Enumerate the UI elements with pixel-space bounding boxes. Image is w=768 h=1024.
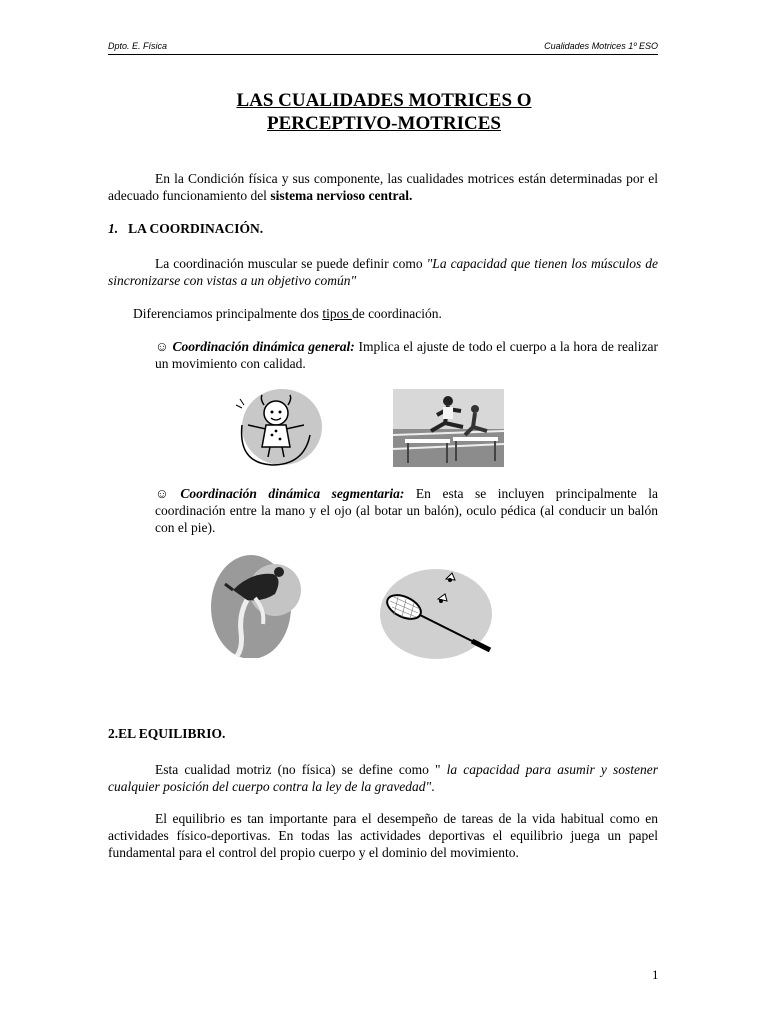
header-left: Dpto. E. Física: [108, 41, 168, 51]
bullet-segmental-coordination: [155, 485, 658, 536]
section1-title: LA COORDINACIÓN.: [128, 221, 264, 236]
leaping-athlete-image: [203, 552, 305, 658]
page-title-line1: LAS CUALIDADES MOTRICES O: [236, 90, 532, 111]
intro-paragraph: [108, 170, 658, 204]
balance-importance: El equilibrio es tan importante para el desempeño de tareas de la vida habitual como en actividades físico-deportivas. En todas las actividades deportivas el equilibrio juega un papel fundamental para el control del propio cuerpo y el dominio del movimiento.: [108, 811, 658, 860]
bullet-general-coordination: [155, 338, 658, 372]
page-title-line2: PERCEPTIVO-MOTRICES: [267, 113, 501, 134]
bullet2-text: En esta se incluyen principalmente la coordinación entre la mano y el ojo (al botar un balón), oculo pédica (al conducir un balón con el pie).: [155, 486, 658, 535]
balance-definition-quote: la capacidad para asumir y sostener cualquier posición del cuerpo contra la ley de la gravedad": [108, 762, 659, 794]
types-underlined: tipos: [322, 306, 352, 321]
coordination-types-intro: [133, 305, 658, 322]
balance-definition-end: .: [431, 779, 435, 794]
section1-number: 1.: [108, 221, 119, 236]
header-right: Cualidades Motrices 1º ESO: [544, 41, 658, 51]
coordination-definition-text: La coordinación muscular se puede definir como: [155, 256, 427, 271]
balance-definition: [108, 761, 658, 795]
coordination-definition: [108, 255, 658, 289]
section1-heading: [108, 221, 263, 237]
intro-bold: sistema nervioso central.: [270, 188, 413, 203]
jump-rope-girl-image: [232, 385, 324, 470]
bullet1-text: Implica el ajuste de todo el cuerpo a la hora de realizar un movimiento con calidad.: [155, 339, 659, 371]
types-after: de coordinación.: [351, 306, 442, 321]
types-before: Diferenciamos principalmente dos: [133, 306, 323, 321]
balance-definition-text: Esta cualidad motriz (no física) se define como ": [155, 762, 447, 777]
coordination-definition-quote: "La capacidad que tienen los músculos de sincronizarse con vistas a un objetivo común": [108, 256, 659, 288]
intro-text: En la Condición física y sus componente, las cualidades motrices están determinadas por el adecuado funcionamiento del: [108, 171, 658, 203]
smiley-icon: ☺: [155, 339, 169, 354]
bullet1-lead: Coordinación dinámica general:: [172, 339, 355, 354]
smiley-icon: ☺: [155, 486, 169, 501]
header-rule: [108, 54, 658, 55]
page-number: 1: [652, 967, 659, 982]
section2-heading: 2.EL EQUILIBRIO.: [108, 726, 226, 741]
badminton-racket-image: [376, 567, 496, 661]
hurdles-photo: [393, 389, 504, 467]
bullet2-lead: Coordinación dinámica segmentaria:: [180, 486, 405, 501]
